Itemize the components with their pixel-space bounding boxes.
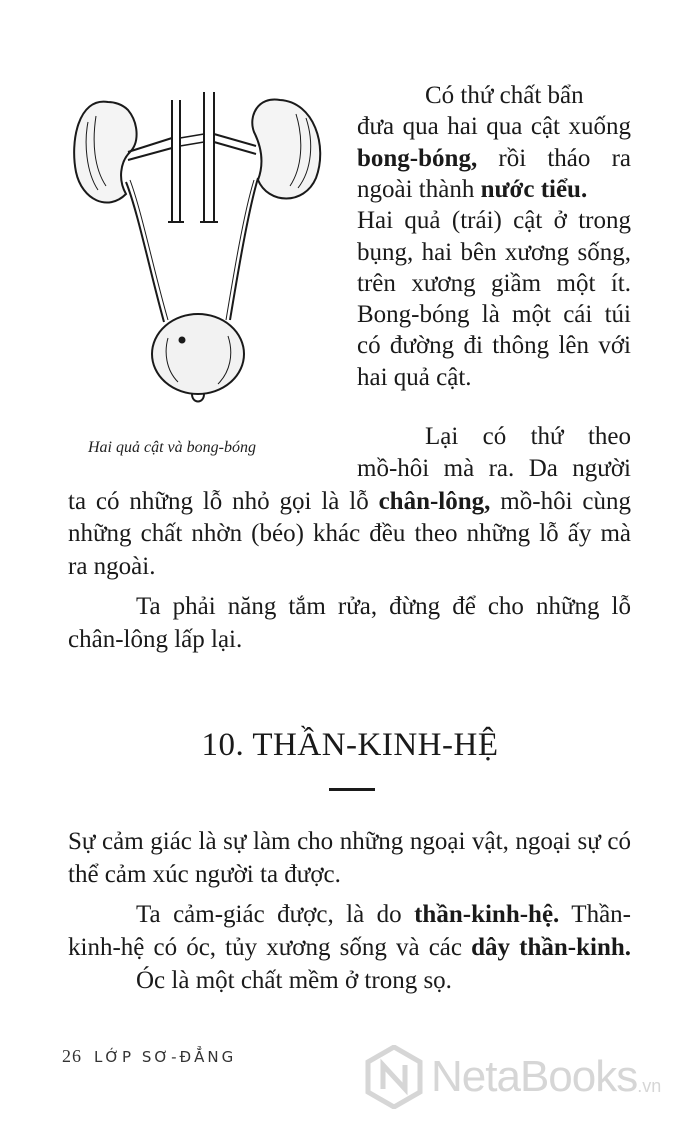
left-ureter: [126, 182, 164, 322]
text-line: có đường đi thông lên với: [357, 332, 631, 359]
text-line: chân-lông lấp lại.: [68, 626, 243, 653]
text-line: ra ngoài.: [68, 553, 156, 580]
text-line: đưa qua hai qua cật xuống: [357, 113, 631, 140]
text-line: Ta phải năng tắm rửa, đừng để cho những lỗ: [136, 593, 631, 620]
text-line: Sự cảm giác là sự làm cho những ngoại vật, ngoại sự có: [68, 828, 631, 855]
text-line: bụng, hai bên xương sống,: [357, 239, 631, 266]
text-line: Ta cảm-giác được, là do thần-kinh-hệ. Thần-: [136, 901, 631, 928]
watermark: [365, 1044, 685, 1110]
text-line: những chất nhờn (béo) khác đều theo những lỗ ấy mà: [68, 520, 631, 547]
page-footer: [62, 1046, 236, 1067]
right-kidney: [252, 99, 320, 198]
text-line: ngoài thành nước tiểu.: [357, 176, 588, 203]
text-line: kinh-hệ có óc, tủy xương sống và các dây thần-kinh.: [68, 934, 631, 961]
text-line: trên xương giầm một ít.: [357, 270, 631, 297]
text-line: Bong-bóng là một cái túi: [357, 301, 631, 328]
netabooks-logo-icon: [365, 1045, 423, 1109]
running-title: LỚP SƠ-ĐẲNG: [94, 1048, 237, 1066]
page-number: 26: [62, 1046, 82, 1066]
figure-caption: Hai quả cật và bong-bóng: [88, 439, 256, 456]
section-heading: 10. THẦN-KINH-HỆ: [201, 727, 499, 763]
aorta: [172, 100, 180, 222]
text-line: mồ-hôi mà ra. Da người: [357, 455, 631, 482]
kidneys-bladder-illustration: [68, 82, 340, 422]
text-line: Hai quả (trái) cật ở trong: [357, 207, 631, 234]
vena-cava: [204, 92, 214, 222]
watermark-brand: NetaBooks: [431, 1052, 638, 1101]
text-line: ta có những lỗ nhỏ gọi là lỗ chân-lông, mồ-hôi cùng: [68, 488, 631, 515]
text-line: Có thứ chất bẩn: [425, 82, 584, 109]
heading-divider: [329, 788, 375, 791]
text-line: Óc là một chất mềm ở trong sọ.: [136, 967, 452, 994]
text-line: thể cảm xúc người ta được.: [68, 861, 341, 888]
text-line: bong-bóng, rồi tháo ra: [357, 145, 631, 172]
right-ureter: [230, 178, 258, 320]
text-line: hai quả cật.: [357, 364, 472, 391]
text-line: Lại có thứ theo: [425, 423, 631, 450]
watermark-suffix: .vn: [637, 1075, 662, 1096]
